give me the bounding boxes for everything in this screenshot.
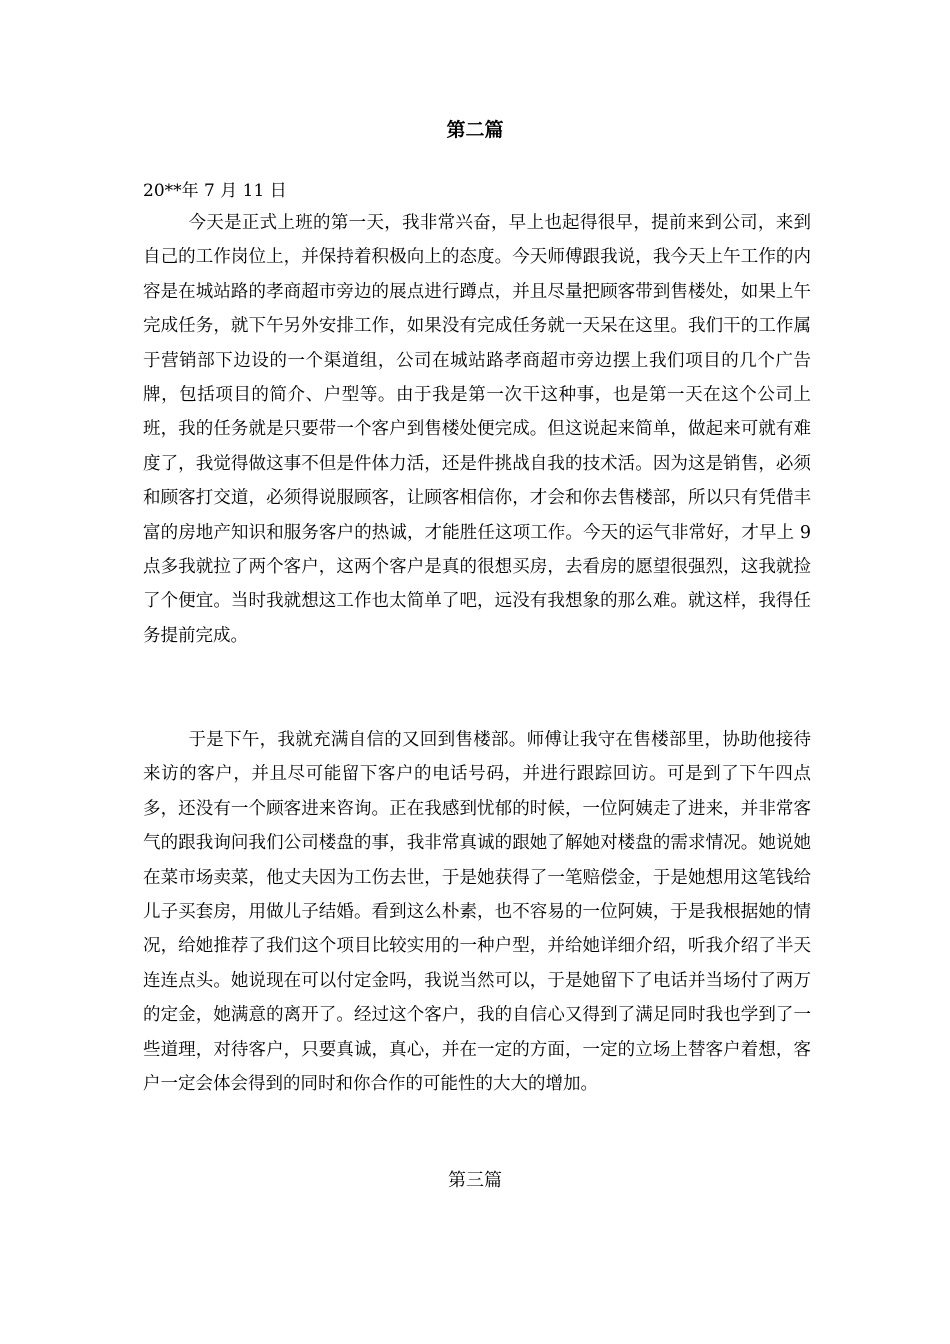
next-section-title: 第三篇 <box>448 1170 502 1191</box>
entry-date: 20**年 7 月 11 日 <box>143 181 287 201</box>
section-title: 第二篇 <box>446 119 504 141</box>
paragraph-2: 于是下午，我就充满自信的又回到售楼部。师傅让我守在售楼部里，协助他接待来访的客户，并且尽可能留下客户的电话号码，并进行跟踪回访。可是到了下午四点多，还没有一个顾客进来咨询。正在我感到忧郁的时候，一位阿姨走了进来，并非常客气的跟我询问我们公司楼盘的事，我非常真诚的跟她了解她对楼盘的需求情况。她说她在菜市场卖菜，他丈夫因为工伤去世，于是她获得了一笔赔偿金，于是她想用这笔钱给儿子买套房，用做儿子结婚。看到这么朴素，也不容易的一位阿姨，于是我根据她的情况，给她推荐了我们这个项目比较实用的一种户型，并给她详细介绍，听我介绍了半天连连点头。她说现在可以付定金吗，我说当然可以，于是她留下了电话并当场付了两万的定金，她满意的离开了。经过这个客户，我的自信心又得到了满足同时我也学到了一些道理，对待客户，只要真诚，真心，并在一定的方面，一定的立场上替客户着想，客户一定会体会得到的同时和你合作的可能性的大大的增加。 <box>143 730 811 1095</box>
paragraph-1: 今天是正式上班的第一天，我非常兴奋，早上也起得很早，提前来到公司，来到自己的工作岗位上，并保持着积极向上的态度。今天师傅跟我说，我今天上午工作的内容是在城站路的孝商超市旁边的展点进行蹲点，并且尽量把顾客带到售楼处，如果上午完成任务，就下午另外安排工作，如果没有完成任务就一天呆在这里。我们干的工作属于营销部下边设的一个渠道组，公司在城站路孝商超市旁边摆上我们项目的几个广告牌，包括项目的简介、户型等。由于我是第一次干这种事，也是第一天在这个公司上班，我的任务就是只要带一个客户到售楼处便完成。但这说起来简单，做起来可就有难度了，我觉得做这事不但是件体力活，还是件挑战自我的技术活。因为这是销售，必须和顾客打交道，必须得说服顾客，让顾客相信你，才会和你去售楼部，所以只有凭借丰富的房地产知识和服务客户的热诚，才能胜任这项工作。今天的运气非常好，才早上 9 点多我就拉了两个客户，这两个客户是真的很想买房，去看房的愿望很强烈，这我就捡了个便宜。当时我就想这工作也太简单了吧，远没有我想象的那么难。就这样，我得任务提前完成。 <box>143 213 811 646</box>
